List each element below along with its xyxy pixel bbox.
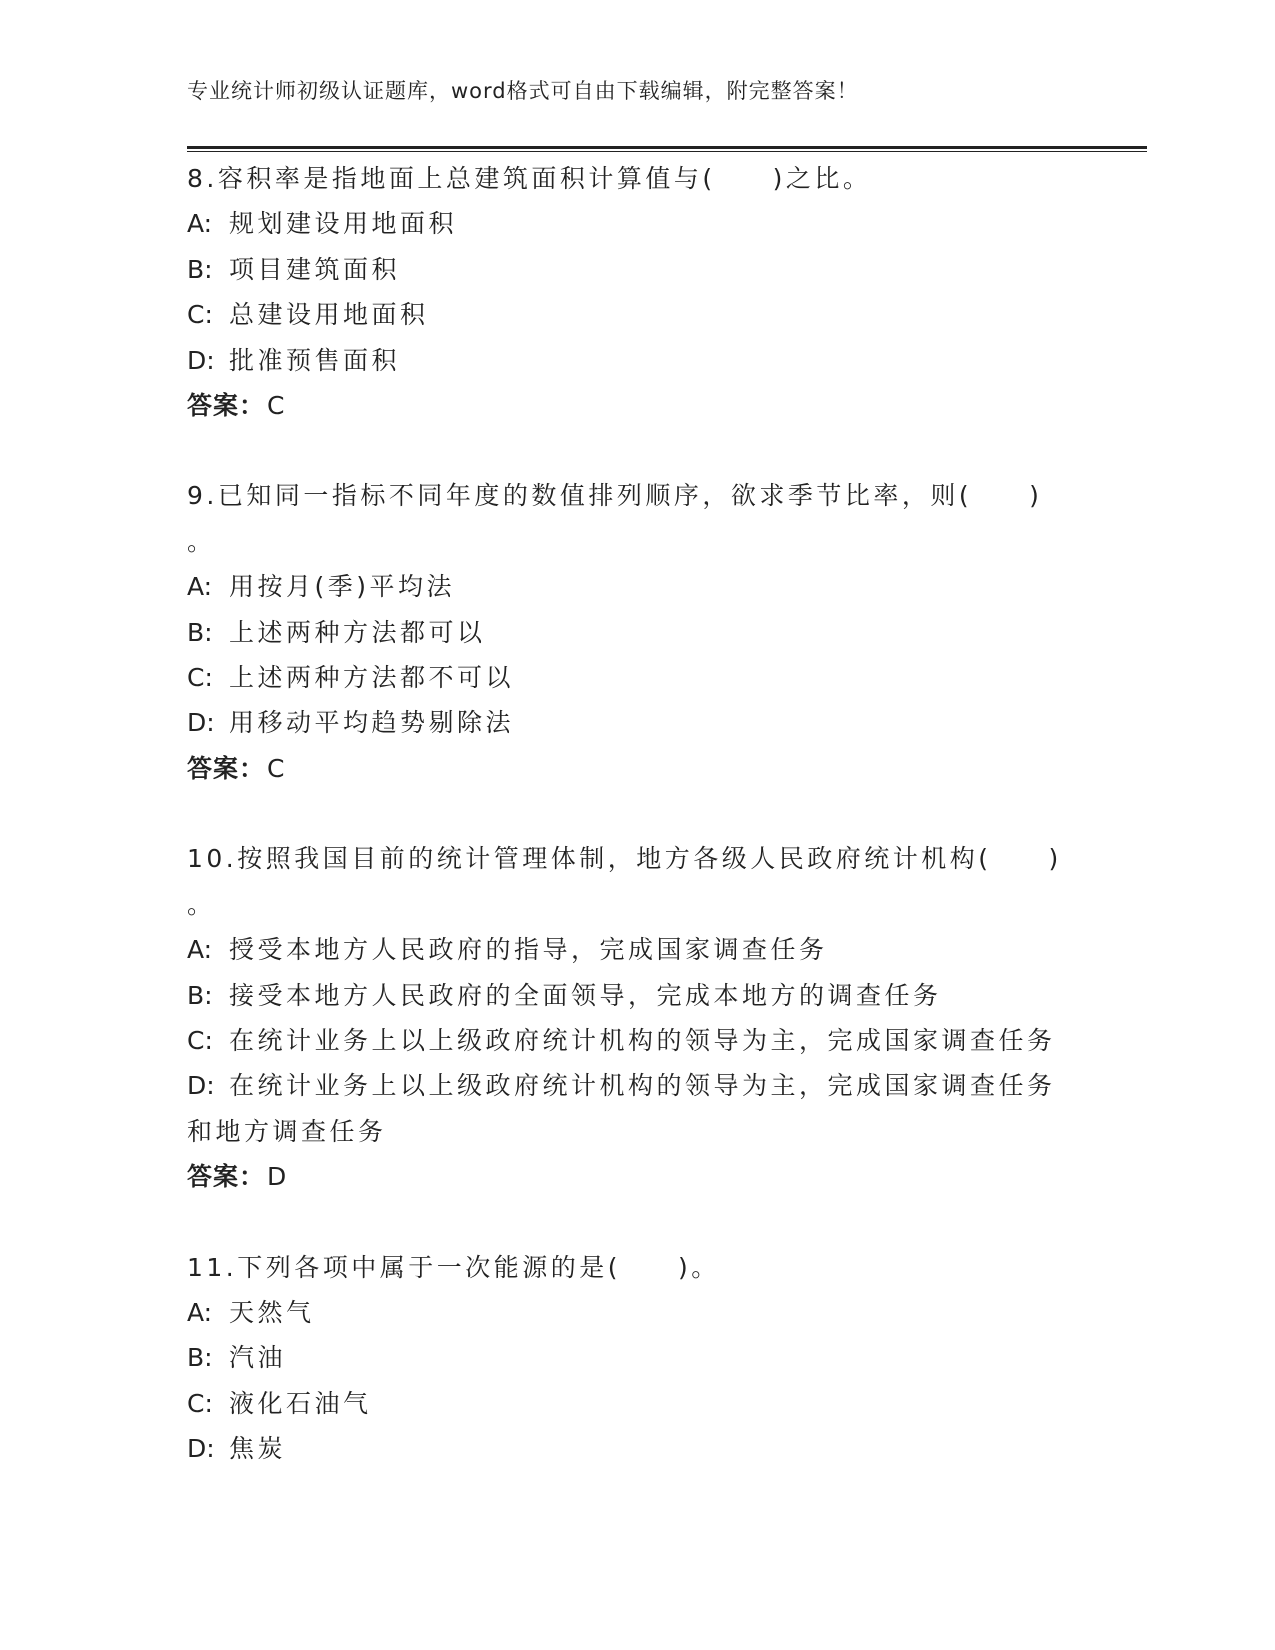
option-text: 规划建设用地面积 [229,209,458,239]
option-text: 汽油 [229,1343,287,1373]
option-letter: B: [187,980,213,1010]
page-header: 专业统计师初级认证题库，word格式可自由下载编辑，附完整答案！ [187,79,859,103]
option-text-continuation: 和地方调查任务 [187,1116,387,1146]
option-text: 天然气 [229,1297,315,1327]
option-letter: B: [187,254,213,284]
spacer [187,791,1087,836]
option-text: 上述两种方法都可以 [229,617,486,647]
option-letter: C: [187,300,213,330]
question-block [187,473,1087,791]
option-letter: D: [187,1071,215,1101]
option-item [187,1335,1087,1380]
option-item [187,700,1087,745]
option-letter: A: [187,1297,213,1327]
option-item [187,338,1087,383]
option-text: 在统计业务上以上级政府统计机构的领导为主，完成国家调查任务 [229,1071,1056,1101]
option-text: 用按月(季)平均法 [229,572,456,602]
answer-line [187,1154,1087,1199]
spacer [187,428,1087,473]
question-stem-continuation: 。 [187,526,213,556]
answer-value: C [267,391,286,421]
option-text: 液化石油气 [229,1388,372,1418]
option-letter: C: [187,1388,213,1418]
question-stem: 8.容积率是指地面上总建筑面积计算值与( )之比。 [187,164,872,193]
option-letter: A: [187,572,213,602]
option-text: 总建设用地面积 [229,300,429,330]
option-item [187,1381,1087,1426]
option-text: 上述两种方法都不可以 [229,663,515,693]
option-item [187,1018,1087,1063]
header-divider-thin [187,151,1147,152]
option-item [187,1063,1087,1108]
option-item [187,655,1087,700]
question-stem: 9.已知同一指标不同年度的数值排列顺序，欲求季节比率，则( ) [187,481,1043,511]
option-item [187,292,1087,337]
answer-value: D [267,1162,288,1192]
answer-label: 答案： [187,391,266,421]
question-block [187,1245,1087,1472]
answer-line [187,746,1087,791]
option-item [187,564,1087,609]
spacer [187,1200,1087,1245]
option-letter: C: [187,663,213,693]
option-item [187,201,1087,246]
option-text: 授受本地方人民政府的指导，完成国家调查任务 [229,935,828,965]
option-letter: D: [187,1434,215,1464]
option-item [187,1426,1087,1471]
option-letter: A: [187,209,213,239]
question-stem-continuation: 。 [187,889,213,919]
option-letter: A: [187,935,213,965]
option-text: 批准预售面积 [229,345,401,375]
question-list [187,156,1087,1472]
question-block [187,836,1087,1199]
header-divider-thick [187,146,1147,149]
option-letter: D: [187,708,215,738]
option-text: 用移动平均趋势剔除法 [229,708,515,738]
answer-line [187,383,1087,428]
option-item [187,247,1087,292]
option-letter: B: [187,617,213,647]
answer-label: 答案： [187,1162,266,1192]
question-block [187,156,1087,428]
option-text: 焦炭 [229,1434,287,1464]
option-item [187,927,1087,972]
option-letter: C: [187,1025,213,1055]
answer-label: 答案： [187,753,266,783]
answer-value: C [267,753,286,783]
option-letter: B: [187,1343,213,1373]
question-stem: 10.按照我国目前的统计管理体制，地方各级人民政府统计机构( ) [187,844,1062,874]
option-item [187,973,1087,1018]
option-text: 项目建筑面积 [229,254,401,284]
option-letter: D: [187,345,215,375]
option-text: 接受本地方人民政府的全面领导，完成本地方的调查任务 [229,980,942,1010]
option-item [187,610,1087,655]
option-text: 在统计业务上以上级政府统计机构的领导为主，完成国家调查任务 [229,1025,1056,1055]
option-item [187,1290,1087,1335]
question-stem: 11.下列各项中属于一次能源的是( )。 [187,1252,720,1282]
